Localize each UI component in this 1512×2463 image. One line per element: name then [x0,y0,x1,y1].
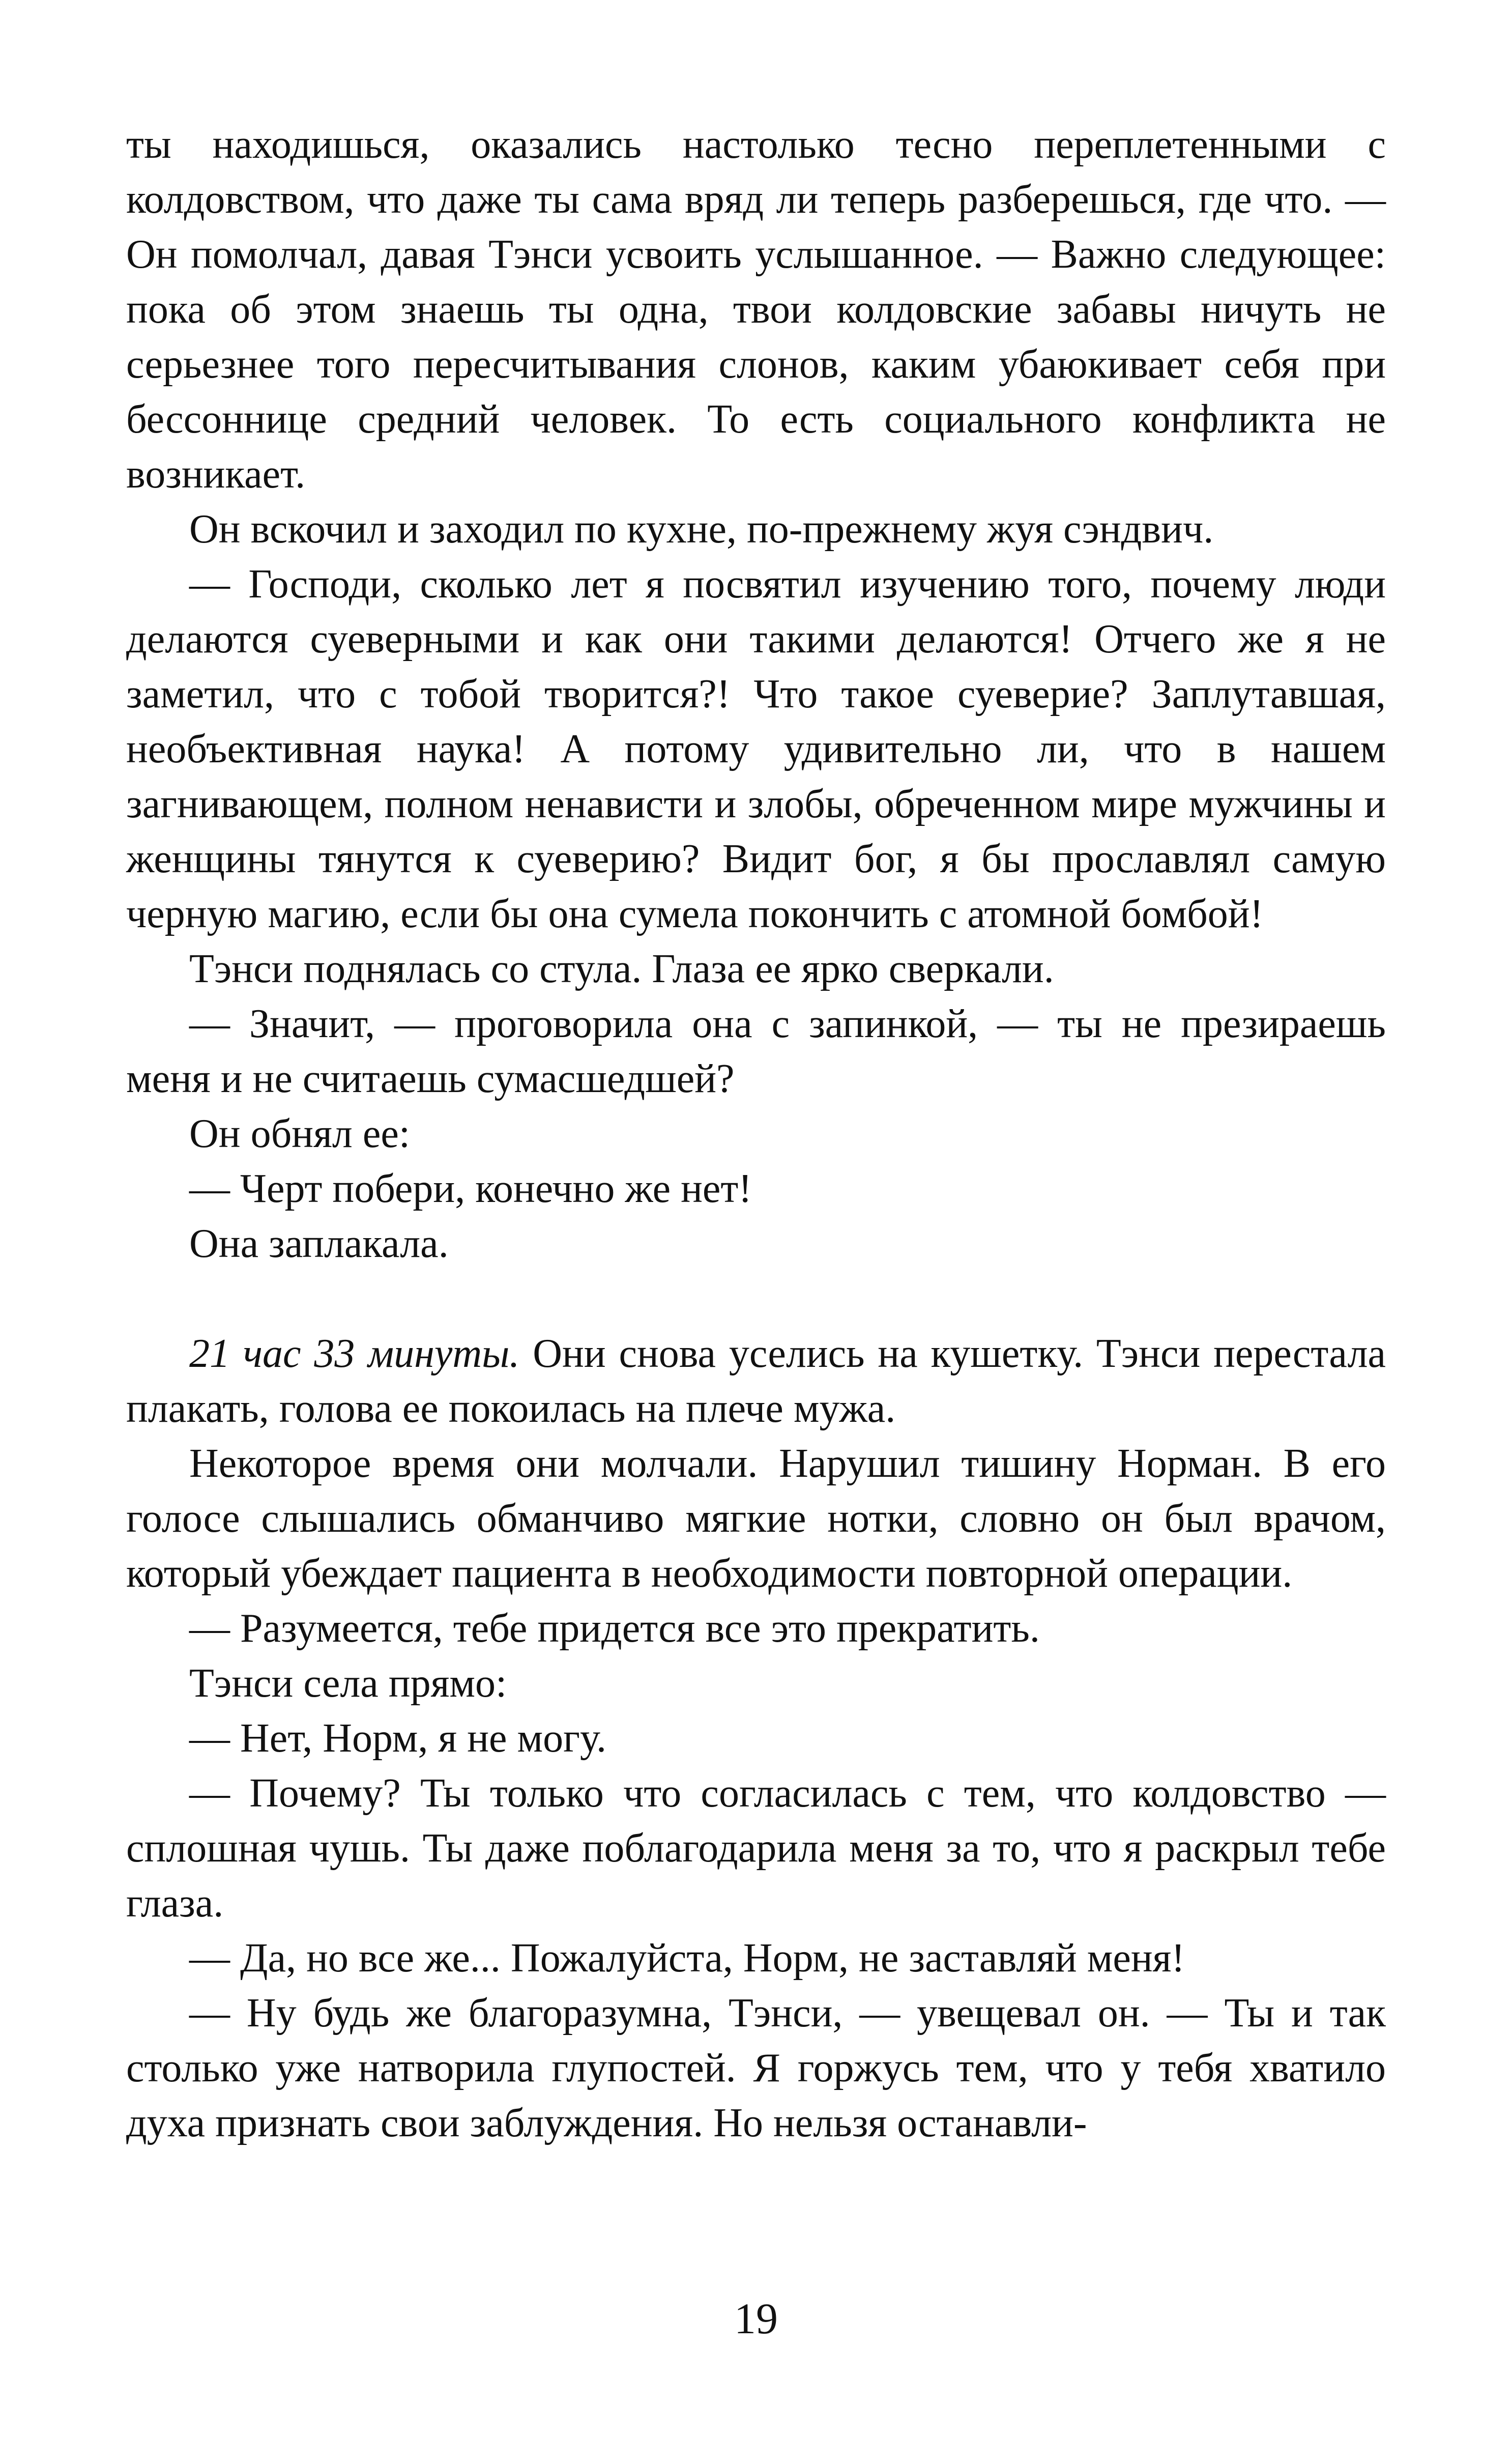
dialogue-paragraph: — Почему? Ты только что согласилась с тем, что колдовство — сплошная чушь. Ты даже поблагодарила меня за то, что я раскрыл тебе глаза. [126,1771,1386,1926]
page-number: 19 [734,2294,778,2343]
dialogue-paragraph: — Черт побери, конечно же нет! [189,1166,752,1211]
paragraph: Он вскочил и заходил по кухне, по-прежнему жуя сэндвич. [189,507,1214,552]
dialogue-paragraph: — Разумеется, тебе придется все это прекратить. [189,1606,1040,1651]
section-start-paragraph [126,1326,1386,1436]
paragraph-continued: ты находишься, оказались настолько тесно переплетенными с колдовством, что даже ты сама вряд ли теперь разберешься, где что. — Он помолчал, давая Тэнси усвоить услышанное. — Важно следующее: пока об этом знаешь ты одна, твои колдовские забавы ничуть не серьезнее того пересчитывания слонов, каким убаюкивает себя при бессоннице средний человек. То есть социального конфликта не возникает. [126,122,1386,497]
paragraph: Тэнси поднялась со стула. Глаза ее ярко сверкали. [189,947,1054,991]
dialogue-paragraph: — Значит, — проговорила она с запинкой, — ты не презираешь меня и не считаешь сумасшедшей? [126,1001,1386,1101]
dialogue-paragraph: — Ну будь же благоразумна, Тэнси, — увещевал он. — Ты и так столько уже натворила глупостей. Я горжусь тем, что у тебя хватило духа признать свои заблуждения. Но нельзя останавли- [126,1991,1386,2145]
paragraph: Он обнял ее: [189,1111,411,1156]
paragraph: Она заплакала. [189,1221,449,1266]
section-start-text: Они снова уселись на кушетку. Тэнси перестала плакать, голова ее покоилась на плече мужа. [126,1331,1386,1431]
section-break [126,1271,1386,1326]
dialogue-paragraph: — Господи, сколько лет я посвятил изучению того, почему люди делаются суеверными и как они такими делаются! Отчего же я не заметил, что с тобой творится?! Что такое суеверие? Заплутавшая, необъективная наука! А потому удивительно ли, что в нашем загнивающем, полном ненависти и злобы, обреченном мире мужчины и женщины тянутся к суеверию? Видит бог, я бы прославлял самую черную магию, если бы она сумела покончить с атомной бомбой! [126,562,1386,936]
dialogue-paragraph: — Да, но все же... Пожалуйста, Норм, не заставляй меня! [189,1936,1185,1981]
dialogue-paragraph: — Нет, Норм, я не могу. [189,1716,606,1761]
paragraph: Некоторое время они молчали. Нарушил тишину Норман. В его голосе слышались обманчиво мягкие нотки, словно он был врачом, который убеждает пациента в необходимости повторной операции. [126,1441,1386,1596]
section-timestamp: 21 час 33 минуты. [189,1331,520,1376]
page-text [126,117,1386,2151]
paragraph: Тэнси села прямо: [189,1661,507,1706]
